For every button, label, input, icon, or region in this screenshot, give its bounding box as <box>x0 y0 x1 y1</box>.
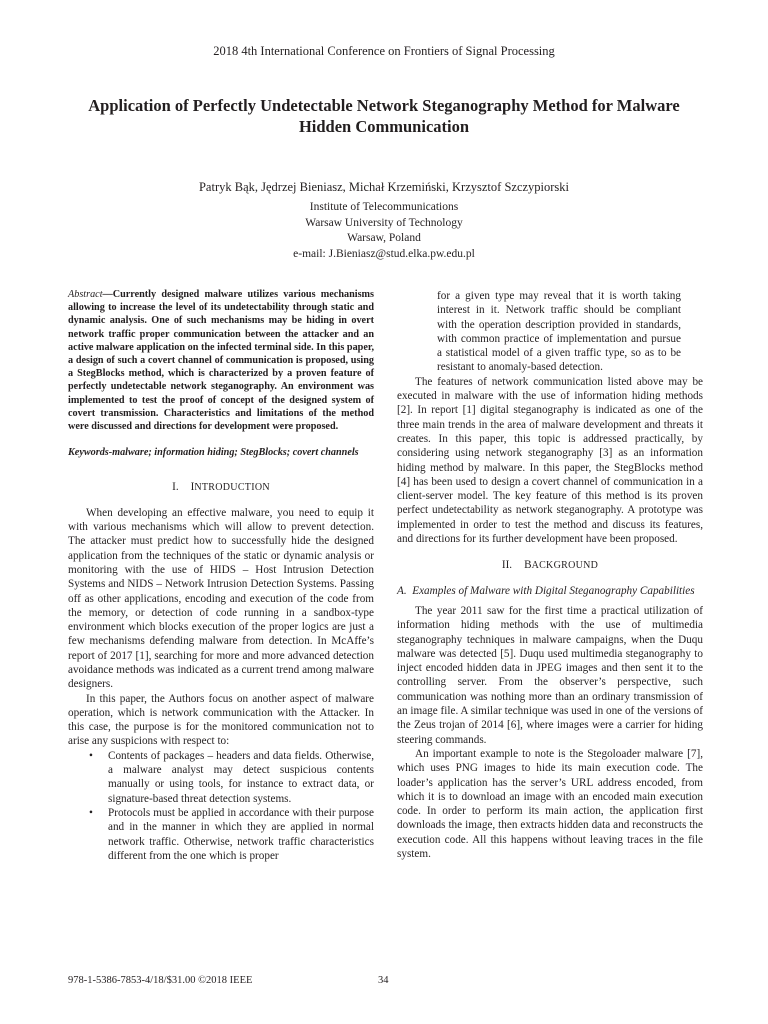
bullet-dot-icon: • <box>89 806 93 819</box>
background-paragraph-2: An important example to note is the Stegoloader malware [7], which uses PNG images to hide its main execution code. The loader’s application has the server’s URL address encoded, from which it is to download an image with an encoded main execution code. In order to perform its main action, the application first downloads the image, then extracts hidden data and reconstructs the execution code. All this happens without leaving traces in the file system. <box>397 747 703 860</box>
abstract-dash: — <box>102 289 113 300</box>
section-number: II. <box>501 559 513 572</box>
title-line-2: Hidden Communication <box>298 117 470 136</box>
bullet-continuation: for a given type may reveal that it is worth taking interest in it. Network traffic should be compliant with the operation description provided in standards, with common practice of implementation and pursue a statistical model of a given traffic type, so as to be resistant to anomaly-based detection. <box>437 290 681 374</box>
subsection-heading <box>397 584 703 598</box>
bullet-text: Protocols must be applied in accordance with their purpose and in the manner in which they are applied in normal network traffic. Otherwise, network traffic characteristics different from the one which is proper <box>108 806 374 862</box>
section-title-rest: ACKGROUND <box>531 560 599 572</box>
section-title-rest: NTRODUCTION <box>194 482 270 494</box>
section-heading-background <box>397 558 703 573</box>
subsection-label: A. <box>397 584 407 597</box>
affiliation-email: e-mail: J.Bieniasz@stud.elka.pw.edu.pl <box>293 247 475 260</box>
section-number: I. <box>172 481 179 494</box>
page-number: 34 <box>378 975 389 986</box>
section-title-initial: B <box>524 559 532 572</box>
bullet-text: Contents of packages – headers and data fields. Otherwise, a malware analyst may detect suspicious contents manually or using tools, for instance to extract data, or signature-based threat detection systems. <box>108 749 374 805</box>
right-column <box>397 289 703 861</box>
affiliation-institute: Institute of Telecommunications <box>309 201 459 213</box>
intro-paragraph-1: When developing an effective malware, you need to equip it with various mechanisms which will allow to prevent detection. The attacker must predict how to successfully hide the designed application from the techniques of the static or dynamic analysis or monitoring with the use of HIDS – Host Intrusion Detection Systems and NIDS – Network Intrusion Detection Systems. Passing off as other applications, encoding and execution of the code from the memory, or detection of code running in a sandbox-type environment which blocks execution of the proper logics are just a few mechanisms defending malware from detection. In McAffe’s report of 2017 [1], searching for more and more advanced detection avoidance methods was indicated as a current trend among malware designers. <box>68 506 374 691</box>
bullet-item <box>68 806 374 863</box>
affiliation-city: Warsaw, Poland <box>347 232 421 244</box>
footer-isbn: 978-1-5386-7853-4/18/$31.00 ©2018 IEEE <box>68 975 253 986</box>
left-column <box>68 288 374 863</box>
intro-bullet-list <box>68 749 374 863</box>
intro-paragraph-2: In this paper, the Authors focus on another aspect of malware operation, which is network communication with the Attacker. In this case, the purpose is for the monitored communication not to arise any suspicions with respect to: <box>68 692 374 748</box>
abstract-text: Currently designed malware utilizes various mechanisms allowing to increase the level of its undetectability through static and dynamic analysis. One of such mechanisms may be hiding in overt network traffic proper communication between the attacker and an active malware application on the infected terminal side. In this paper, a design of such a covert channel of communication is proposed, using a StegBlocks method, which is characterized by a proven feature of perfectly undetectable network steganography. An environment was implemented to test the proof of concept of the designed system of covert transmission. Characteristics and limitations of the method were discussed and directions for development were proposed. <box>68 289 374 433</box>
section-title-initial: I <box>190 481 195 494</box>
intro-paragraph-3: The features of network communication listed above may be executed in malware with the use of information hiding methods [2]. In report [1] digital steganography is indicated as one of the three main trends in the area of malware development and threats it creates. In this paper, this topic is addressed practically, by considering using network steganography [3] as an information hiding method by malware. In this paper, the StegBlocks method [4] has been used to design a covert channel of communication in a client-server model. The key feature of this method is its proven perfect undetectability as network steganography. A prototype was implemented in order to test the method and discuss its features, and directions for its further development have been proposed. <box>397 375 703 546</box>
affiliation-university: Warsaw University of Technology <box>305 216 463 229</box>
bullet-item <box>68 749 374 806</box>
bullet-dot-icon: • <box>89 749 93 762</box>
abstract-label: Abstract <box>68 289 103 300</box>
abstract <box>68 288 374 433</box>
subsection-title: Examples of Malware with Digital Steganography Capabilities <box>412 584 695 597</box>
background-paragraph-1: The year 2011 saw for the first time a practical utilization of information hiding methods with the use of multimedia steganography techniques in malware campaigns, when the Duqu malware was detected [5]. Duqu used multimedia steganography to inject encoded hidden data in JPEG images and then sent it to the controlling server. From the observer’s perspective, such communication was nothing more than an ordinary transmission of an image file. A similar technique was used in one of the versions of the Zeus trojan of 2014 [6], where images were a carrier for hiding steering commands. <box>397 604 703 746</box>
conference-header: 2018 4th International Conference on Frontiers of Signal Processing <box>213 44 555 58</box>
keywords: Keywords-malware; information hiding; StegBlocks; covert channels <box>68 447 359 459</box>
title-line-1: Application of Perfectly Undetectable Network Steganography Method for Malware <box>88 96 680 115</box>
author-list: Patryk Bąk, Jędrzej Bieniasz, Michał Krzemiński, Krzysztof Szczypiorski <box>198 180 570 194</box>
section-heading-introduction <box>68 480 374 495</box>
paper-title <box>50 95 718 137</box>
affiliation-block <box>0 200 768 262</box>
